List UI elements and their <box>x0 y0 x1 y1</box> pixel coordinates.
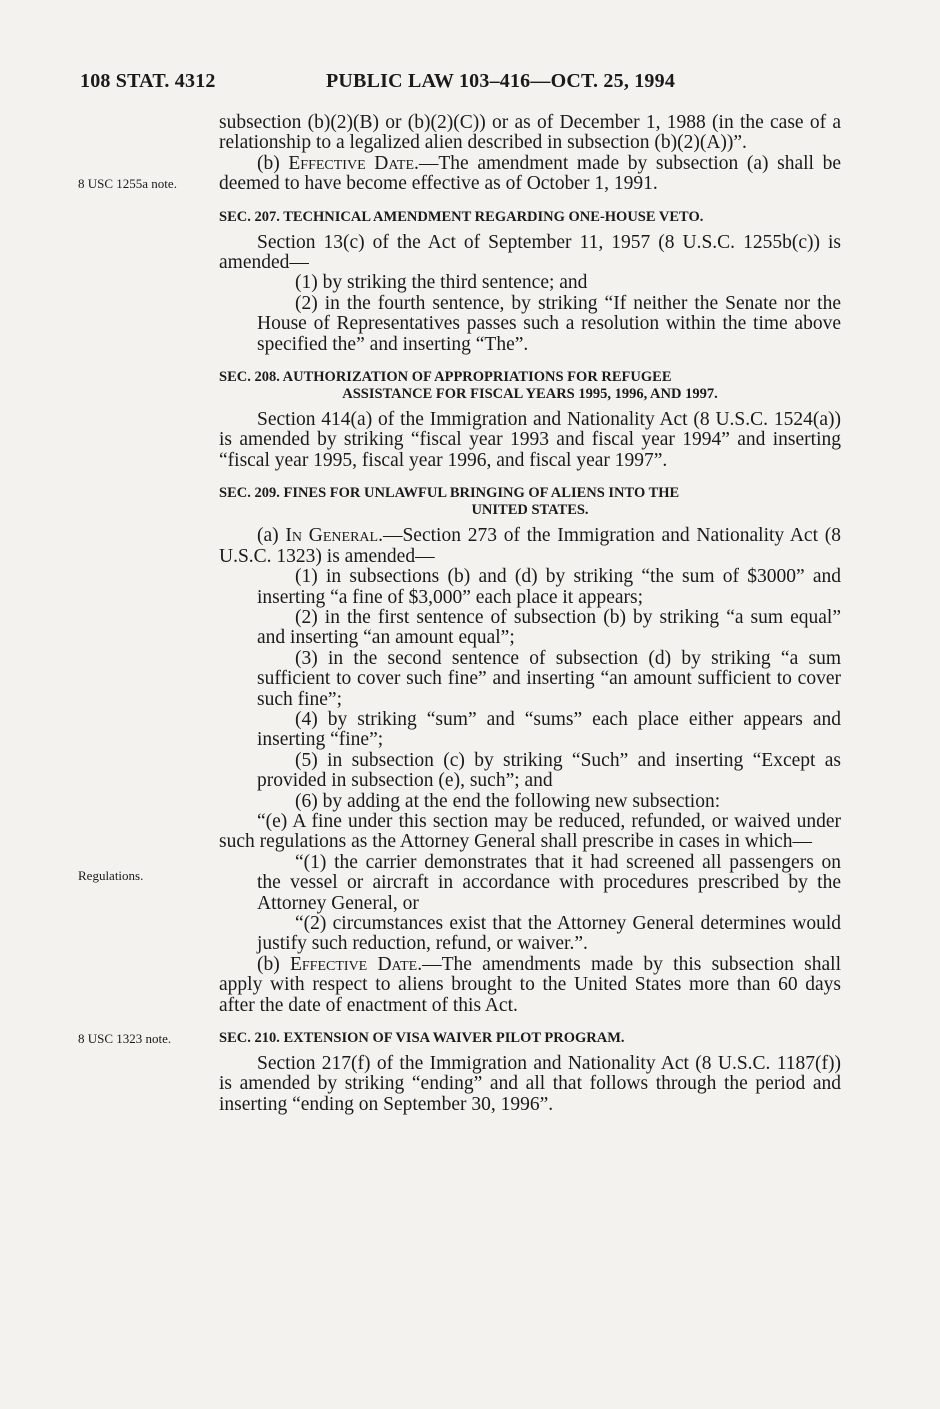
subsection-label: (b) <box>257 953 290 975</box>
section-209-heading-line-1: SEC. 209. FINES FOR UNLAWFUL BRINGING OF ALIENS INTO THE <box>219 485 680 502</box>
section-207-heading: SEC. 207. TECHNICAL AMENDMENT REGARDING ONE-HOUSE VETO. <box>219 208 704 225</box>
section-208-heading-line-1: SEC. 208. AUTHORIZATION OF APPROPRIATIONS FOR REFUGEE <box>219 369 672 386</box>
section-208-heading <box>219 369 841 403</box>
section-210-paragraph: Section 217(f) of the Immigration and Nationality Act (8 U.S.C. 1187(f)) is amended by striking “ending” and all that follows through the period and inserting “ending on September 30, 1996”. <box>219 1053 841 1115</box>
subsection-heading: In General <box>285 525 379 547</box>
section-209-subsection-b <box>219 955 841 1016</box>
body-text <box>219 113 841 1115</box>
section-209-subsection-a <box>219 526 841 567</box>
margin-note-regulations: Regulations. <box>78 868 144 883</box>
section-208-paragraph: Section 414(a) of the Immigration and Nationality Act (8 U.S.C. 1524(a)) is amended by striking “fiscal year 1993 and fiscal year 1994” and inserting “fiscal year 1995, fiscal year 1996, and fiscal year 1997”. <box>219 409 841 471</box>
subsection-text: .—The amendment made by subsection (a) shall be deemed to have become effective as of October 1, 1991. <box>219 152 841 195</box>
section-210-heading: SEC. 210. EXTENSION OF VISA WAIVER PILOT PROGRAM. <box>219 1030 625 1047</box>
stat-page-number: 108 STAT. 4312 <box>80 70 216 92</box>
section-209-item-1: (1) in subsections (b) and (d) by striking “the sum of $3000” and inserting “a fine of $3,000” each place it appears; <box>257 566 841 608</box>
subsection-heading: Effective Date <box>288 152 414 174</box>
paragraph-effective-date <box>219 154 841 195</box>
subsection-text: .—Section 273 of the Immigration and Nationality Act (8 U.S.C. 1323) is amended— <box>219 525 841 567</box>
section-207-paragraph: Section 13(c) of the Act of September 11, 1957 (8 U.S.C. 1255b(c)) is amended— <box>219 231 841 274</box>
section-209-item-6: (6) by adding at the end the following new subsection: <box>295 790 721 812</box>
margin-note-usc-1323: 8 USC 1323 note. <box>78 1031 172 1046</box>
section-209-item-5: (5) in subsection (c) by striking “Such” and inserting “Except as provided in subsection (e), such”; and <box>257 749 841 792</box>
paragraph-continued: subsection (b)(2)(B) or (b)(2)(C)) or as of December 1, 1988 (in the case of a relationship to a legalized alien described in subsection (b)(2)(A))”. <box>219 112 841 154</box>
section-207-item-1: (1) by striking the third sentence; and <box>295 272 588 294</box>
section-209-new-subsection-e-1: “(1) the carrier demonstrates that it had screened all passengers on the vessel or aircraft in accordance with procedures prescribed by the Attorney General, or <box>257 851 841 914</box>
section-209-new-subsection-e: “(e) A fine under this section may be reduced, refunded, or waived under such regulations as the Attorney General shall prescribe in cases in which— <box>219 810 841 853</box>
section-209-heading <box>219 485 841 519</box>
section-209-new-subsection-e-2: “(2) circumstances exist that the Attorney General determines would justify such reduction, refund, or waiver.”. <box>257 913 841 955</box>
subsection-heading: Effective Date <box>289 953 418 975</box>
section-209-item-2: (2) in the first sentence of subsection (b) by striking “a sum equal” and inserting “an amount equal”; <box>257 606 841 649</box>
section-209-heading-line-2: UNITED STATES. <box>471 502 589 519</box>
section-208-heading-line-2: ASSISTANCE FOR FISCAL YEARS 1995, 1996, AND 1997. <box>342 386 718 403</box>
running-head: PUBLIC LAW 103–416—OCT. 25, 1994 <box>326 70 676 92</box>
subsection-text: .—The amendments made by this subsection shall apply with respect to aliens brought to the United States more than 60 days after the date of enactment of this Act. <box>219 953 841 1016</box>
section-207-item-2: (2) in the fourth sentence, by striking “If neither the Senate nor the House of Representatives passes such a resolution within the time above specified the” and inserting “The”. <box>257 292 841 355</box>
subsection-label: (b) <box>257 152 289 174</box>
margin-note-usc-1255a: 8 USC 1255a note. <box>78 176 177 191</box>
subsection-label: (a) <box>257 525 286 547</box>
section-209-item-4: (4) by striking “sum” and “sums” each place either appears and inserting “fine”; <box>257 708 841 751</box>
section-209-item-3: (3) in the second sentence of subsection (d) by striking “a sum sufficient to cover such fine” and inserting “an amount sufficient to cover such fine”; <box>257 647 841 710</box>
